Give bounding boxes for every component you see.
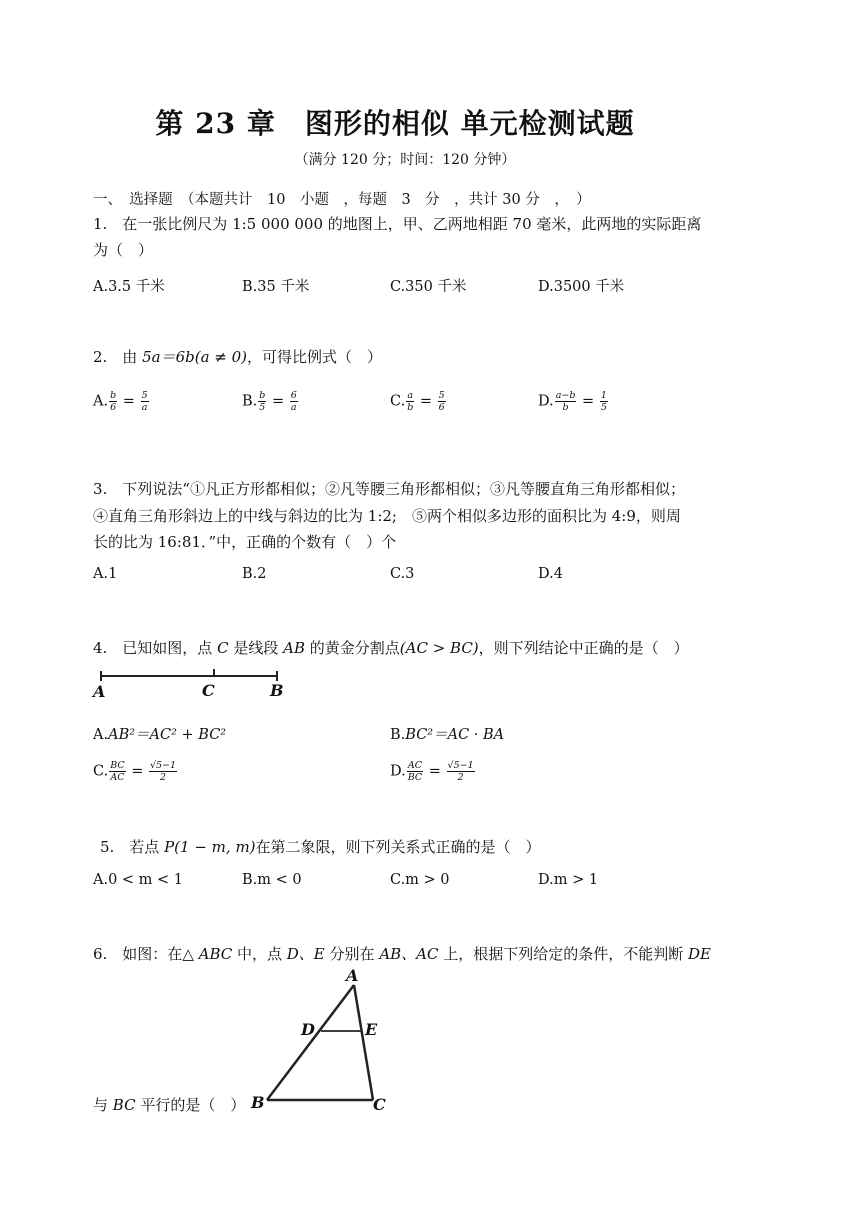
q4-option-b xyxy=(390,723,504,744)
q1-line2: 为（ ） xyxy=(93,241,154,259)
q6-segment-de: DE xyxy=(688,945,712,963)
q4-option-c: C. $\frac{BC}{AC}$ = $\frac{√5-1}{2}$ xyxy=(93,760,177,783)
q6-mid2: 分别在 xyxy=(324,945,380,963)
q5-suffix: 在第二象限，则下列关系式正确的是（ ） xyxy=(255,838,541,856)
q6-prefix: 6. 如图：在 xyxy=(93,945,183,963)
q4-condition: (AC > BC) xyxy=(399,639,479,657)
q2-option-c-right-frac: $\frac{5}{6}$ xyxy=(438,390,445,413)
q4-option-c-left-frac: $\frac{BC}{AC}$ xyxy=(110,760,125,783)
q4-option-b-expr: BC²＝AC · BA xyxy=(405,727,505,743)
q5-stem xyxy=(100,836,541,857)
triangle-label-e: E xyxy=(365,1020,378,1039)
q4-option-d-right-frac: $\frac{√5-1}{2}$ xyxy=(447,760,474,783)
q2-option-d: D. $\frac{a-b}{b}$ = $\frac{1}{5}$ xyxy=(538,390,607,413)
q1-option-d: D.3500 千米 xyxy=(538,279,625,295)
q6-line1 xyxy=(93,943,711,964)
q4-segment-figure xyxy=(90,666,290,704)
q5-expr: P(1 − m, m) xyxy=(164,838,256,856)
q2-prefix: 2. 由 xyxy=(93,348,143,366)
q4-prefix: 4. 已知如图，点 xyxy=(93,639,218,657)
q4-option-d-letter: D. xyxy=(390,763,406,780)
q2-stem xyxy=(93,346,382,367)
q4-option-d: D. $\frac{AC}{BC}$ = $\frac{√5-1}{2}$ xyxy=(390,760,474,783)
q4-option-a-letter: A. xyxy=(93,727,109,743)
q4-mid1: 是线段 xyxy=(228,639,284,657)
q2-option-a-left-frac: $\frac{b}{6}$ xyxy=(110,390,117,413)
q3-line1: 3. 下列说法“①凡正方形都相似；②凡等腰三角形都相似；③凡等腰直角三角形都相似； xyxy=(93,480,685,498)
q2-option-a-letter: A. xyxy=(93,393,109,410)
q4-option-b-letter: B. xyxy=(390,727,406,743)
triangle-label-a: A xyxy=(346,968,359,985)
q6-points-de: D、E xyxy=(286,945,325,963)
segment-label-b: B xyxy=(270,681,284,700)
q4-option-a-expr: AB²＝AC² + BC² xyxy=(108,727,227,743)
q2-option-d-left-frac: $\frac{a-b}{b}$ xyxy=(555,390,576,413)
triangle-label-c: C xyxy=(373,1095,386,1114)
q4-option-d-left-frac: $\frac{AC}{BC}$ xyxy=(407,760,423,783)
q4-option-c-letter: C. xyxy=(93,763,109,780)
q6-line2 xyxy=(93,1094,245,1115)
q4-option-a xyxy=(93,723,226,744)
q5-option-b: B.m < 0 xyxy=(242,872,302,888)
q1-line1: 1. 在一张比例尺为 1:5 000 000 的地图上，甲、乙两地相距 70 毫米，此两地的实际距离 xyxy=(93,215,702,233)
q4-segment-ab: AB xyxy=(283,639,305,657)
q3-line2: ④直角三角形斜边上的中线与斜边的比为 1:2; ⑤两个相似多边形的面积比为 4:9，则周 xyxy=(93,507,681,525)
segment-label-c: C xyxy=(202,681,215,700)
q2-option-c-left-frac: $\frac{a}{b}$ xyxy=(407,390,414,413)
q1-option-c: C.350 千米 xyxy=(390,279,467,295)
triangle-side-ab xyxy=(267,985,354,1100)
q2-option-a: A. $\frac{b}{6}$ = $\frac{5}{a}$ xyxy=(93,390,148,413)
q5-option-d: D.m > 1 xyxy=(538,872,599,888)
q5-option-c: C.m > 0 xyxy=(390,872,450,888)
page-subtitle: （满分 120 分；时间：120 分钟） xyxy=(294,152,516,168)
triangle-label-d: D xyxy=(301,1020,315,1039)
q4-suffix: ，则下列结论中正确的是（ ） xyxy=(478,639,689,657)
q2-option-b-left-frac: $\frac{b}{5}$ xyxy=(259,390,266,413)
q3-option-c: C.3 xyxy=(390,566,415,582)
triangle-side-ac xyxy=(354,985,373,1100)
q2-option-b-right-frac: $\frac{6}{a}$ xyxy=(290,390,297,413)
q3-option-a: A.1 xyxy=(93,566,118,582)
q4-point-c: C xyxy=(217,639,229,657)
q6-line2-prefix: 与 xyxy=(93,1096,113,1114)
q6-triangle-figure xyxy=(245,968,400,1118)
q2-option-d-right-frac: $\frac{1}{5}$ xyxy=(600,390,607,413)
page-title: 第 23 章 图形的相似 单元检测试题 xyxy=(155,107,635,140)
q5-prefix: 5. 若点 xyxy=(100,838,165,856)
q2-option-b-letter: B. xyxy=(242,393,258,410)
q4-mid2: 的黄金分割点 xyxy=(304,639,400,657)
q6-segment-bc: BC xyxy=(112,1096,136,1114)
q3-option-b: B.2 xyxy=(242,566,267,582)
q5-option-a: A.0 < m < 1 xyxy=(93,872,184,888)
segment-label-a: A xyxy=(93,682,106,701)
q4-option-c-right-frac: $\frac{√5-1}{2}$ xyxy=(150,760,177,783)
q3-line3: 长的比为 16:81．”中，正确的个数有（ ）个 xyxy=(93,533,397,551)
q6-mid: 中，点 xyxy=(232,945,287,963)
q6-line2-suffix: 平行的是（ ） xyxy=(135,1096,246,1114)
q2-option-d-letter: D. xyxy=(538,393,554,410)
q2-suffix: ，可得比例式（ ） xyxy=(247,348,383,366)
q6-triangle: △ ABC xyxy=(182,945,233,963)
q6-suffix: 上，根据下列给定的条件，不能判断 xyxy=(438,945,689,963)
q2-option-b: B. $\frac{b}{5}$ = $\frac{6}{a}$ xyxy=(242,390,297,413)
q1-option-a: A.3.5 千米 xyxy=(93,279,165,295)
section-heading: 一、 选择题 （本题共计 10 小题 ，每题 3 分 ，共计 30 分 ， ） xyxy=(93,192,591,208)
q2-option-a-right-frac: $\frac{5}{a}$ xyxy=(141,390,148,413)
q6-sides: AB、AC xyxy=(379,945,439,963)
triangle-label-b: B xyxy=(251,1093,265,1112)
q2-option-c: C. $\frac{a}{b}$ = $\frac{5}{6}$ xyxy=(390,390,445,413)
q2-option-c-letter: C. xyxy=(390,393,406,410)
q4-stem xyxy=(93,637,689,658)
q3-option-d: D.4 xyxy=(538,566,563,582)
q1-option-b: B.35 千米 xyxy=(242,279,310,295)
q2-expr: 5a＝6b(a ≠ 0) xyxy=(142,348,248,366)
